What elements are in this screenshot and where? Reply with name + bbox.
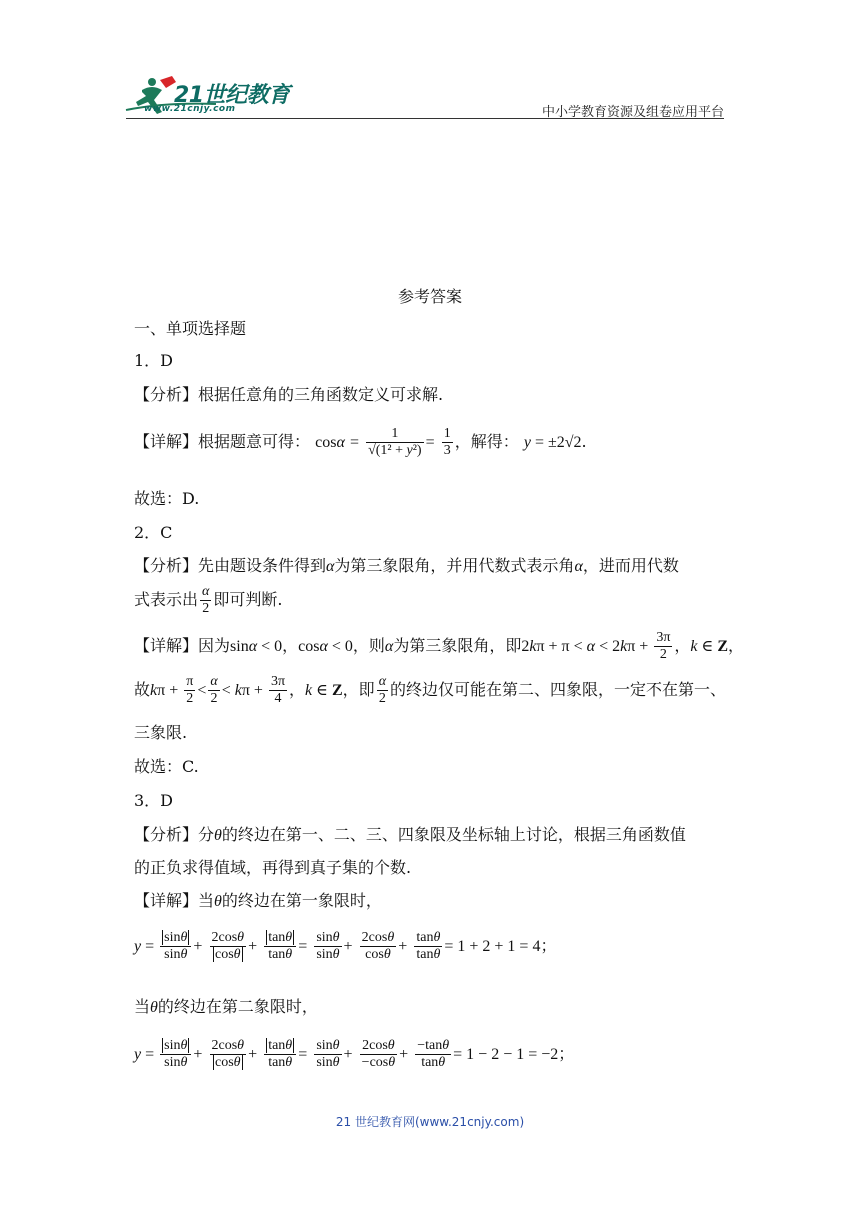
q3-formula-case2: y = $\frac{\sin\theta}{\sin\theta}$ + $\frac{2\cos\theta}{\cos\theta}$ + $\frac{\tan\theta}{\tan\theta}$ = $\frac{\sin\theta}{\sin\theta}$ + $\frac{2\cos\theta}{-\cos\theta}$ + $\frac{-\tan\theta}{\tan\theta}$ = 1 − 2 − 1 = −2； [134, 1038, 575, 1070]
q1-result: y [523, 434, 531, 451]
q1-detail-prefix: 【详解】根据题意可得： [134, 432, 311, 451]
q2-detail-2b: ，即 [342, 680, 375, 699]
q2-analysis-2b: 即可判断. [213, 590, 283, 609]
q1-detail: 【详解】根据题意可得： cosα = $\frac{1}{\text{√(1² + y²)}}$ = $\frac{1}{3}$ ，解得： y = ±2√2. [134, 426, 587, 458]
q2-detail-1b: ，则 [352, 636, 385, 655]
q1-analysis: 【分析】根据任意角的三角函数定义可求解. [134, 385, 444, 404]
logo-url: www.21cnjy.com [144, 104, 236, 114]
header-tagline: 中小学教育资源及组卷应用平台 [541, 105, 724, 120]
q3-formula-case1: y = $\frac{\sin\theta}{\sin\theta}$ + $\frac{2\cos\theta}{\cos\theta}$ + $\frac{\tan\theta}{\tan\theta}$ = $\frac{\sin\theta}{\sin\theta}$ + $\frac{2\cos\theta}{\cos\theta}$ + $\frac{\tan\theta}{\tan\theta}$ = 1 + 2 + 1 = 4； [134, 930, 557, 962]
page-title: 参考答案 [397, 287, 462, 306]
q2-detail-1c: 为第三象限角，即 [393, 636, 522, 655]
q3-detail-1b: 的终边在第一象限时， [221, 891, 382, 910]
header-rule [126, 118, 724, 119]
q3-detail-1a: 【详解】当 [134, 891, 215, 910]
section-heading: 一、单项选择题 [134, 319, 247, 338]
q3-case2-b: 的终边在第二象限时， [157, 997, 318, 1016]
footer-link[interactable]: 21 世纪教育网(www.21cnjy.com) [335, 1115, 525, 1129]
q2-detail-2c: 的终边仅可能在第二、四象限，一定不在第一、 [390, 680, 727, 699]
q3-analysis-line1: 【分析】分θ的终边在第一、二、三、四象限及坐标轴上讨论，根据三角函数值 [134, 825, 686, 844]
q2-analysis-1b: 为第三象限角，并用代数式表示角 [334, 556, 575, 575]
q2-analysis-line2: 式表示出 $\frac{\alpha}{2}$ 即可判断. [134, 584, 283, 616]
q2-conclusion: 故选：C. [134, 757, 199, 776]
q1-answer: 1．D [134, 351, 174, 370]
q1-detail-mid: ，解得： [454, 432, 519, 451]
q2-detail-1a: 【详解】因为 [134, 636, 231, 655]
q1-formula: cosα = $\frac{1}{\text{√(1² + y²)}}$ = $\frac{1}{3}$ [315, 426, 451, 458]
q2-detail-line3: 三象限. [134, 723, 188, 742]
q2-analysis-1c: ，进而用代数 [582, 556, 679, 575]
q2-answer: 2．C [134, 523, 173, 542]
q3-answer: 3．D [134, 791, 174, 810]
q3-case2-a: 当 [134, 997, 151, 1016]
q3-analysis-1a: 【分析】分 [134, 825, 215, 844]
q3-case2-text: 当θ的终边在第二象限时， [134, 997, 318, 1016]
q3-detail-line1: 【详解】当θ的终边在第一象限时， [134, 891, 382, 910]
q2-analysis-1a: 【分析】先由题设条件得到 [134, 556, 327, 575]
q2-detail-line2: 故kπ + $\frac{\pi}{2}$ < $\frac{\alpha}{2}$ < kπ + $\frac{3\pi}{4}$ ，k ∈ Z，即 $\frac{\alpha}{2}$ 的终边仅可能在第二、四象限，一定不在第一、 [134, 674, 727, 706]
logo-text: 21世纪教育 [174, 83, 290, 108]
q3-analysis-1b: 的终边在第一、二、三、四象限及坐标轴上讨论，根据三角函数值 [221, 825, 686, 844]
q1-conclusion: 故选：D. [134, 489, 200, 508]
q3-analysis-line2: 的正负求得值域，再得到真子集的个数. [134, 858, 412, 877]
q2-detail-line1: 【详解】因为sinα < 0，cosα < 0，则α为第三象限角，即2kπ + π < α < 2kπ + $\frac{3\pi}{2}$ ，k ∈ Z， [134, 630, 745, 662]
q2-detail-2a: 故 [134, 680, 151, 699]
q2-analysis-2a: 式表示出 [134, 590, 199, 609]
q2-analysis-line1: 【分析】先由题设条件得到α为第三象限角，并用代数式表示角α，进而用代数 [134, 556, 679, 575]
